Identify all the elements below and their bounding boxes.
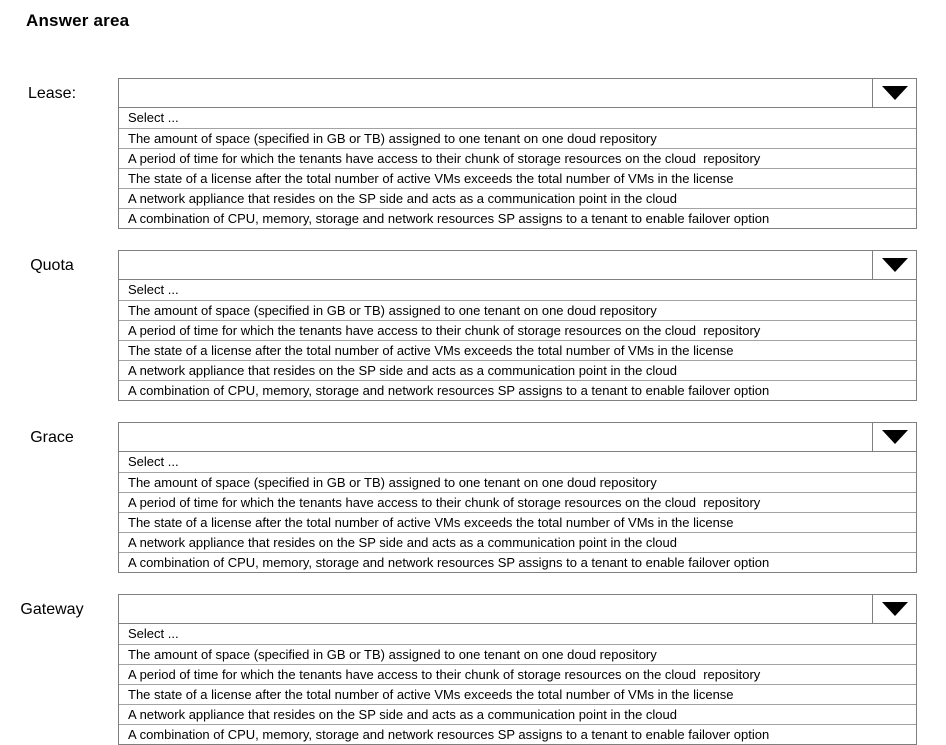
chevron-down-icon	[882, 86, 908, 100]
grace-select[interactable]	[118, 422, 917, 452]
dropdown-arrow-button[interactable]	[872, 423, 916, 451]
dropdown-option[interactable]: A network appliance that resides on the SP side and acts as a communication point in the cloud	[119, 704, 916, 724]
dropdown-option[interactable]: The state of a license after the total number of active VMs exceeds the total number of VMs in the license	[119, 168, 916, 188]
dropdown-option[interactable]: A period of time for which the tenants have access to their chunk of storage resources on the cloud repository	[119, 320, 916, 340]
lease-select[interactable]	[118, 78, 917, 108]
page-title: Answer area	[26, 11, 130, 30]
dropdown-control	[118, 250, 917, 401]
dropdown-option[interactable]: A combination of CPU, memory, storage and network resources SP assigns to a tenant to enable failover option	[119, 724, 916, 744]
dropdown-option[interactable]: A network appliance that resides on the SP side and acts as a communication point in the cloud	[119, 360, 916, 380]
dropdown-menu	[118, 624, 917, 745]
dropdown-option[interactable]: A period of time for which the tenants have access to their chunk of storage resources on the cloud repository	[119, 664, 916, 684]
dropdown-option[interactable]: The state of a license after the total number of active VMs exceeds the total number of VMs in the license	[119, 340, 916, 360]
dropdown-option[interactable]: A network appliance that resides on the SP side and acts as a communication point in the cloud	[119, 532, 916, 552]
chevron-down-icon	[882, 430, 908, 444]
dropdown-arrow-button[interactable]	[872, 251, 916, 279]
dropdown-arrow-button[interactable]	[872, 595, 916, 623]
dropdown-label-gateway: Gateway	[20, 601, 84, 618]
dropdown-control	[118, 594, 917, 745]
dropdown-label-quota: Quota	[30, 257, 74, 274]
dropdown-option[interactable]: A network appliance that resides on the SP side and acts as a communication point in the cloud	[119, 188, 916, 208]
dropdown-option[interactable]: A combination of CPU, memory, storage and network resources SP assigns to a tenant to enable failover option	[119, 552, 916, 572]
dropdown-control	[118, 78, 917, 229]
dropdown-option[interactable]: Select ...	[119, 624, 916, 644]
dropdown-menu	[118, 280, 917, 401]
dropdown-arrow-button[interactable]	[872, 79, 916, 107]
dropdown-option[interactable]: The amount of space (specified in GB or TB) assigned to one tenant on one doud repository	[119, 300, 916, 320]
dropdown-option[interactable]: A combination of CPU, memory, storage and network resources SP assigns to a tenant to enable failover option	[119, 380, 916, 400]
dropdown-option[interactable]: The amount of space (specified in GB or TB) assigned to one tenant on one doud repository	[119, 644, 916, 664]
dropdown-control	[118, 422, 917, 573]
dropdown-option[interactable]: A period of time for which the tenants have access to their chunk of storage resources on the cloud repository	[119, 148, 916, 168]
dropdown-option[interactable]: Select ...	[119, 280, 916, 300]
dropdown-option[interactable]: Select ...	[119, 108, 916, 128]
dropdown-label-lease: Lease:	[27, 85, 77, 102]
quota-select[interactable]	[118, 250, 917, 280]
dropdown-option[interactable]: The state of a license after the total number of active VMs exceeds the total number of VMs in the license	[119, 684, 916, 704]
chevron-down-icon	[882, 602, 908, 616]
dropdown-option[interactable]: A combination of CPU, memory, storage and network resources SP assigns to a tenant to enable failover option	[119, 208, 916, 228]
dropdown-option[interactable]: A period of time for which the tenants have access to their chunk of storage resources on the cloud repository	[119, 492, 916, 512]
dropdown-label-grace: Grace	[30, 429, 74, 446]
dropdown-option[interactable]: The amount of space (specified in GB or TB) assigned to one tenant on one doud repository	[119, 128, 916, 148]
dropdown-option[interactable]: Select ...	[119, 452, 916, 472]
dropdown-menu	[118, 108, 917, 229]
chevron-down-icon	[882, 258, 908, 272]
dropdown-menu	[118, 452, 917, 573]
gateway-select[interactable]	[118, 594, 917, 624]
dropdown-option[interactable]: The state of a license after the total number of active VMs exceeds the total number of VMs in the license	[119, 512, 916, 532]
dropdown-option[interactable]: The amount of space (specified in GB or TB) assigned to one tenant on one doud repository	[119, 472, 916, 492]
